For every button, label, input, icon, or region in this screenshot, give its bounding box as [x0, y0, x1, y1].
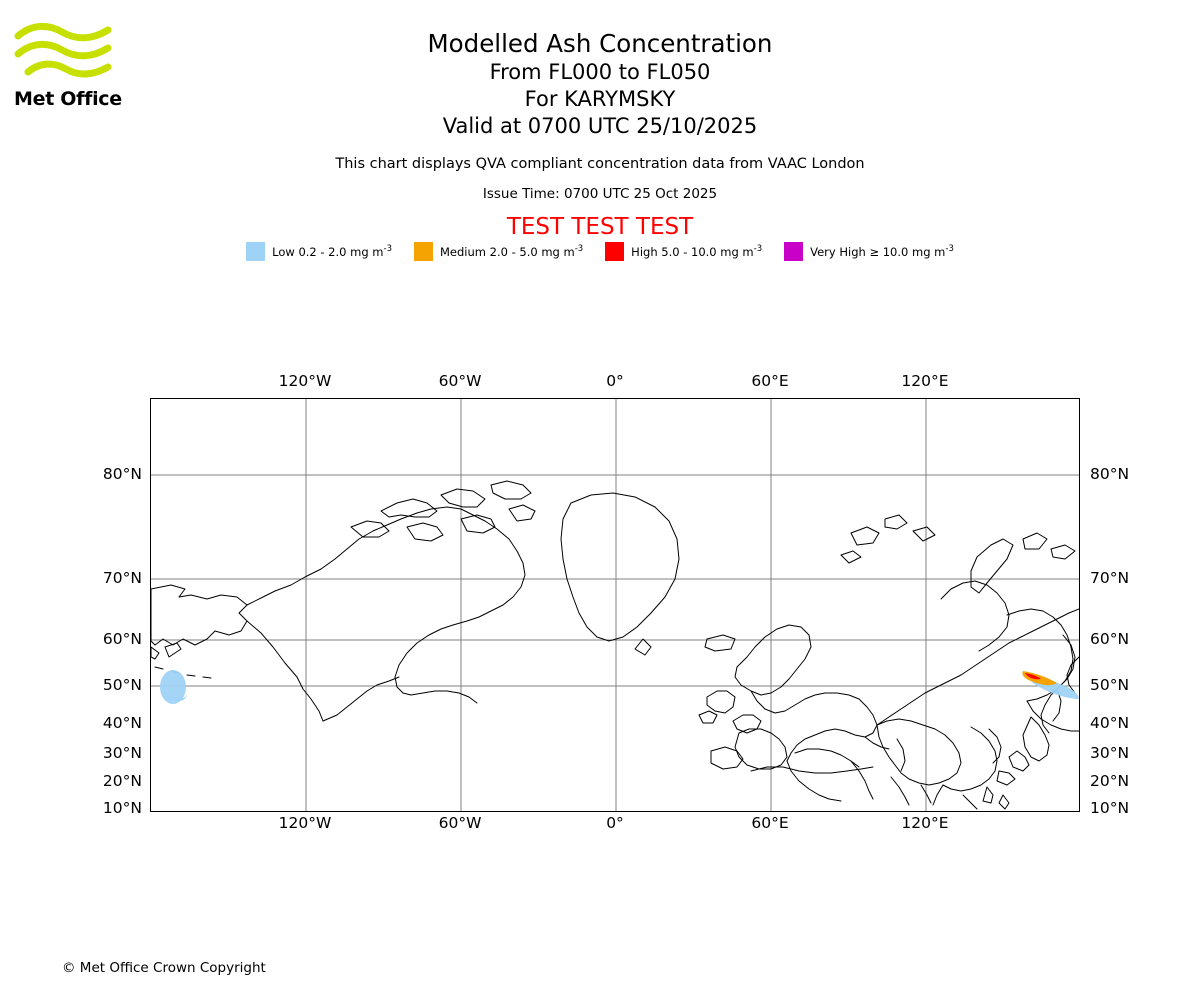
map-plot-area	[150, 398, 1080, 812]
lat-label-left-50n: 50°N	[102, 676, 142, 694]
volcano-name: For KARYMSKY	[524, 87, 676, 111]
lat-label-right-20n: 20°N	[1090, 772, 1130, 790]
graticule-lines	[151, 399, 1079, 811]
lon-label-top-60w: 60°W	[438, 372, 482, 390]
lat-label-right-50n: 50°N	[1090, 676, 1130, 694]
legend-label-very-high	[810, 244, 954, 259]
lon-label-top-0: 0°	[606, 372, 624, 390]
coastlines	[151, 481, 1079, 809]
legend-high-exponent: -3	[753, 244, 763, 255]
lat-label-left-10n: 10°N	[102, 799, 142, 817]
lon-label-top-120e: 120°E	[901, 372, 949, 390]
legend-label-high	[631, 244, 762, 259]
lon-label-bottom-120e: 120°E	[901, 814, 949, 832]
test-banner: TEST TEST TEST	[506, 214, 694, 240]
met-office-logo-text: Met Office	[14, 88, 122, 110]
legend-item-low	[246, 242, 392, 261]
legend-high-prefix: High	[631, 244, 658, 259]
legend-swatch-high	[605, 242, 624, 261]
legend-swatch-low	[246, 242, 265, 261]
lat-label-left-70n: 70°N	[102, 569, 142, 587]
page-title: Modelled Ash Concentration	[427, 29, 773, 58]
legend-item-medium	[414, 242, 583, 261]
flight-level-range: From FL000 to FL050	[489, 60, 711, 84]
legend-swatch-very-high	[784, 242, 803, 261]
lat-label-left-60n: 60°N	[102, 630, 142, 648]
legend-low-exponent: -3	[383, 244, 392, 255]
lat-label-left-40n: 40°N	[102, 714, 142, 732]
lat-label-right-40n: 40°N	[1090, 714, 1130, 732]
lon-label-bottom-60w: 60°W	[438, 814, 482, 832]
legend-high-range: 5.0 - 10.0 mg m	[661, 244, 754, 259]
legend-medium-range: 2.0 - 5.0 mg m	[489, 244, 575, 259]
lat-label-right-10n: 10°N	[1090, 799, 1130, 817]
ash-plume-medium-east	[1022, 671, 1057, 685]
legend-label-low	[272, 244, 392, 259]
legend-label-medium	[440, 244, 583, 259]
legend-item-high	[605, 242, 762, 261]
lat-label-right-70n: 70°N	[1090, 569, 1130, 587]
page-title-block	[0, 28, 1200, 140]
lat-label-left-80n: 80°N	[102, 465, 142, 483]
legend-swatch-medium	[414, 242, 433, 261]
legend-medium-exponent: -3	[574, 244, 584, 255]
chart-description: This chart displays QVA compliant concentration data from VAAC London	[335, 156, 865, 172]
ash-plume-layer	[160, 670, 1079, 704]
legend-low-prefix: Low	[272, 244, 295, 259]
lon-label-bottom-60e: 60°E	[751, 814, 789, 832]
copyright-notice: © Met Office Crown Copyright	[62, 960, 266, 976]
legend-item-very-high	[784, 242, 954, 261]
lon-label-top-120w: 120°W	[278, 372, 332, 390]
lat-label-left-20n: 20°N	[102, 772, 142, 790]
issue-time: Issue Time: 0700 UTC 25 Oct 2025	[482, 186, 718, 202]
legend-very-high-exponent: -3	[945, 244, 954, 255]
concentration-legend	[0, 242, 1200, 261]
lat-label-left-30n: 30°N	[102, 744, 142, 762]
ash-concentration-map	[102, 372, 1130, 832]
legend-very-high-range: ≥ 10.0 mg m	[869, 244, 946, 259]
lon-label-top-60e: 60°E	[751, 372, 789, 390]
lat-label-right-60n: 60°N	[1090, 630, 1130, 648]
legend-very-high-prefix: Very High	[810, 244, 866, 259]
legend-medium-prefix: Medium	[439, 244, 486, 259]
lon-label-bottom-0: 0°	[606, 814, 624, 832]
lat-label-right-80n: 80°N	[1090, 465, 1130, 483]
lat-label-right-30n: 30°N	[1090, 744, 1130, 762]
valid-time: Valid at 0700 UTC 25/10/2025	[442, 114, 758, 138]
lon-label-bottom-120w: 120°W	[278, 814, 332, 832]
legend-low-range: 0.2 - 2.0 mg m	[298, 244, 384, 259]
